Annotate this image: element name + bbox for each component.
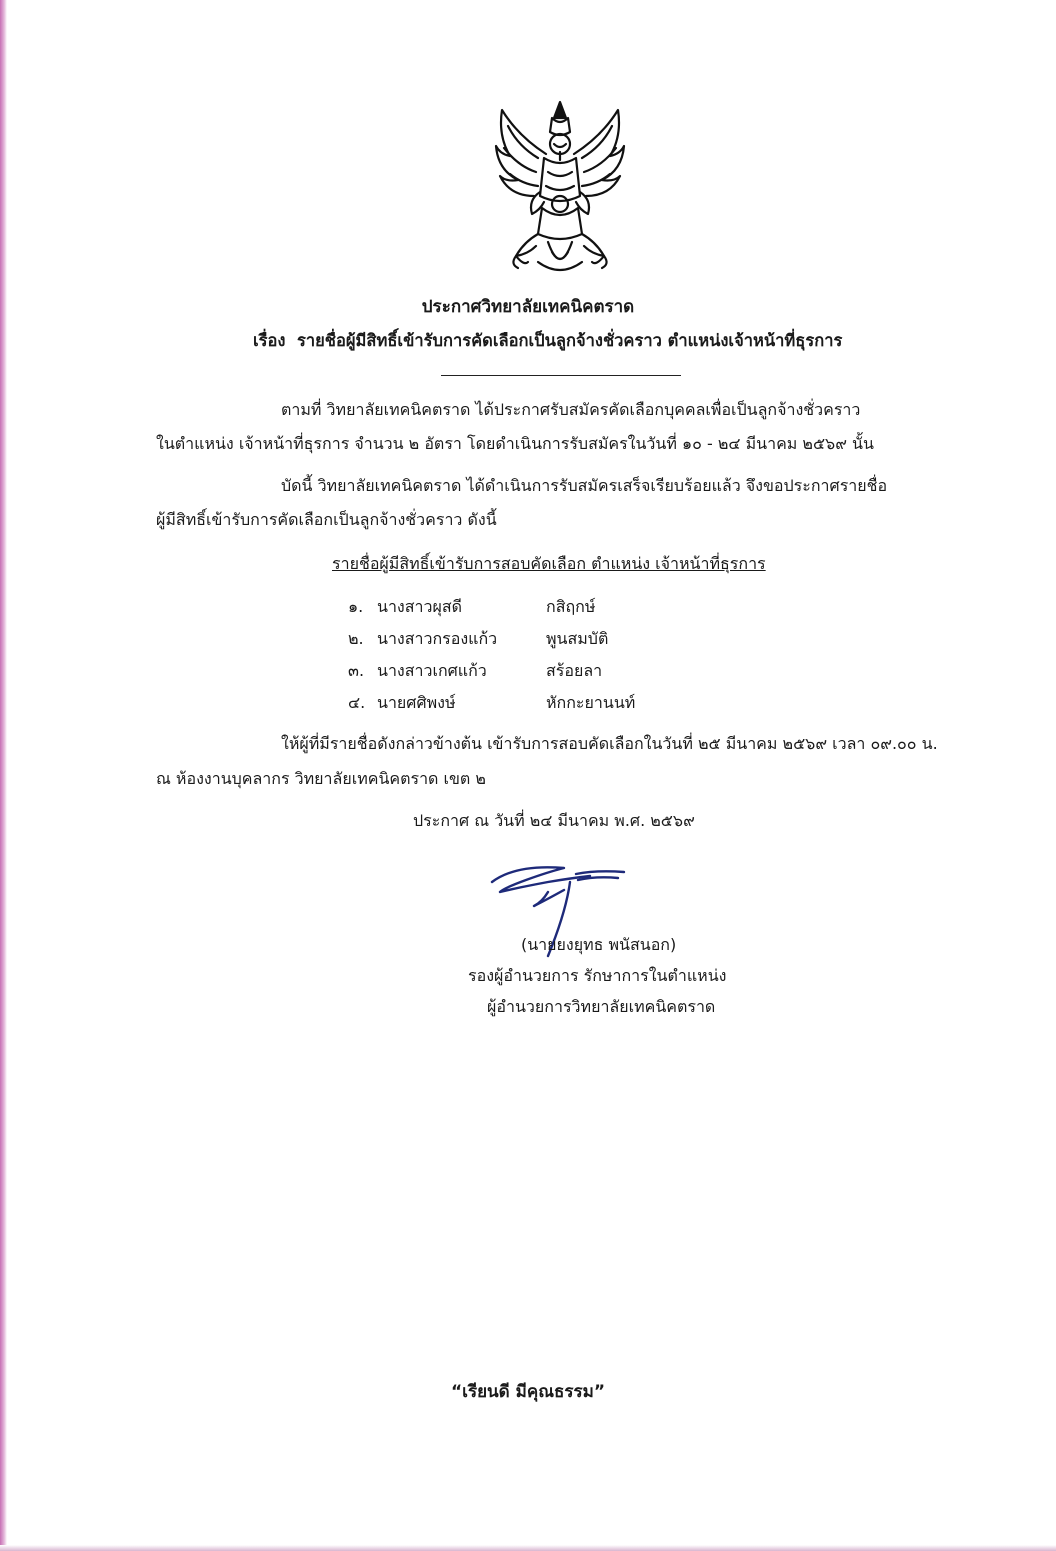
list-item-first-name: นายศศิพงษ์ [377, 693, 456, 712]
paragraph-1-line-1: ตามที่ วิทยาลัยเทคนิคตราด ได้ประกาศรับสมัครคัดเลือกบุคคลเพื่อเป็นลูกจ้างชั่วคราว [281, 400, 861, 419]
list-item-last-name: กสิฤกษ์ [546, 597, 596, 616]
list-item-number: ๒. [348, 629, 364, 648]
list-item-first-name: นางสาวเกศแก้ว [377, 661, 487, 680]
signatory-position-1: รองผู้อำนวยการ รักษาการในตำแหน่ง [468, 966, 727, 985]
subject-label: เรื่อง [253, 331, 286, 350]
list-item-last-name: หักกะยานนท์ [546, 693, 636, 712]
paragraph-3-line-2: ณ ห้องงานบุคลากร วิทยาลัยเทคนิคตราด เขต ๒ [156, 769, 486, 788]
page-left-edge [0, 0, 7, 1551]
list-item-first-name: นางสาวผุสดี [377, 597, 462, 616]
page-bottom-edge [0, 1545, 1056, 1551]
list-item-last-name: สร้อยลา [546, 661, 603, 680]
subject-text: รายชื่อผู้มีสิทธิ์เข้ารับการคัดเลือกเป็นลูกจ้างชั่วคราว ตำแหน่งเจ้าหน้าที่ธุรการ [296, 331, 843, 350]
list-item-last-name: พูนสมบัติ [546, 629, 609, 648]
list-item-first-name: นางสาวกรองแก้ว [377, 629, 498, 648]
signatory-name: (นายยงยุทธ พนัสนอก) [521, 935, 677, 954]
list-item-number: ๓. [348, 661, 365, 680]
list-item-number: ๔. [348, 693, 366, 712]
announcement-title: ประกาศวิทยาลัยเทคนิคตราด [421, 297, 635, 317]
announcement-subject-line [253, 330, 842, 352]
garuda-emblem-icon [488, 96, 632, 280]
title-divider [441, 375, 681, 376]
list-item-number: ๑. [348, 597, 364, 616]
college-motto: “เรียนดี มีคุณธรรม” [450, 1382, 606, 1402]
announcement-date: ประกาศ ณ วันที่ ๒๔ มีนาคม พ.ศ. ๒๕๖๙ [413, 811, 695, 830]
paragraph-2-line-2: ผู้มีสิทธิ์เข้ารับการคัดเลือกเป็นลูกจ้างชั่วคราว ดังนี้ [156, 510, 497, 529]
candidate-list-heading: รายชื่อผู้มีสิทธิ์เข้ารับการสอบคัดเลือก ตำแหน่ง เจ้าหน้าที่ธุรการ [332, 554, 766, 573]
paragraph-1-line-2: ในตำแหน่ง เจ้าหน้าที่ธุรการ จำนวน ๒ อัตรา โดยดำเนินการรับสมัครในวันที่ ๑๐ - ๒๔ มีนาคม ๒๕๖๙ นั้น [156, 434, 874, 453]
paragraph-2-line-1: บัดนี้ วิทยาลัยเทคนิคตราด ได้ดำเนินการรับสมัครเสร็จเรียบร้อยแล้ว จึงขอประกาศรายชื่อ [281, 476, 888, 495]
signatory-position-2: ผู้อำนวยการวิทยาลัยเทคนิคตราด [487, 997, 716, 1016]
paragraph-3-line-1: ให้ผู้ที่มีรายชื่อดังกล่าวข้างต้น เข้ารับการสอบคัดเลือกในวันที่ ๒๕ มีนาคม ๒๕๖๙ เวลา ๐๙.๐๐ น. [281, 734, 938, 753]
